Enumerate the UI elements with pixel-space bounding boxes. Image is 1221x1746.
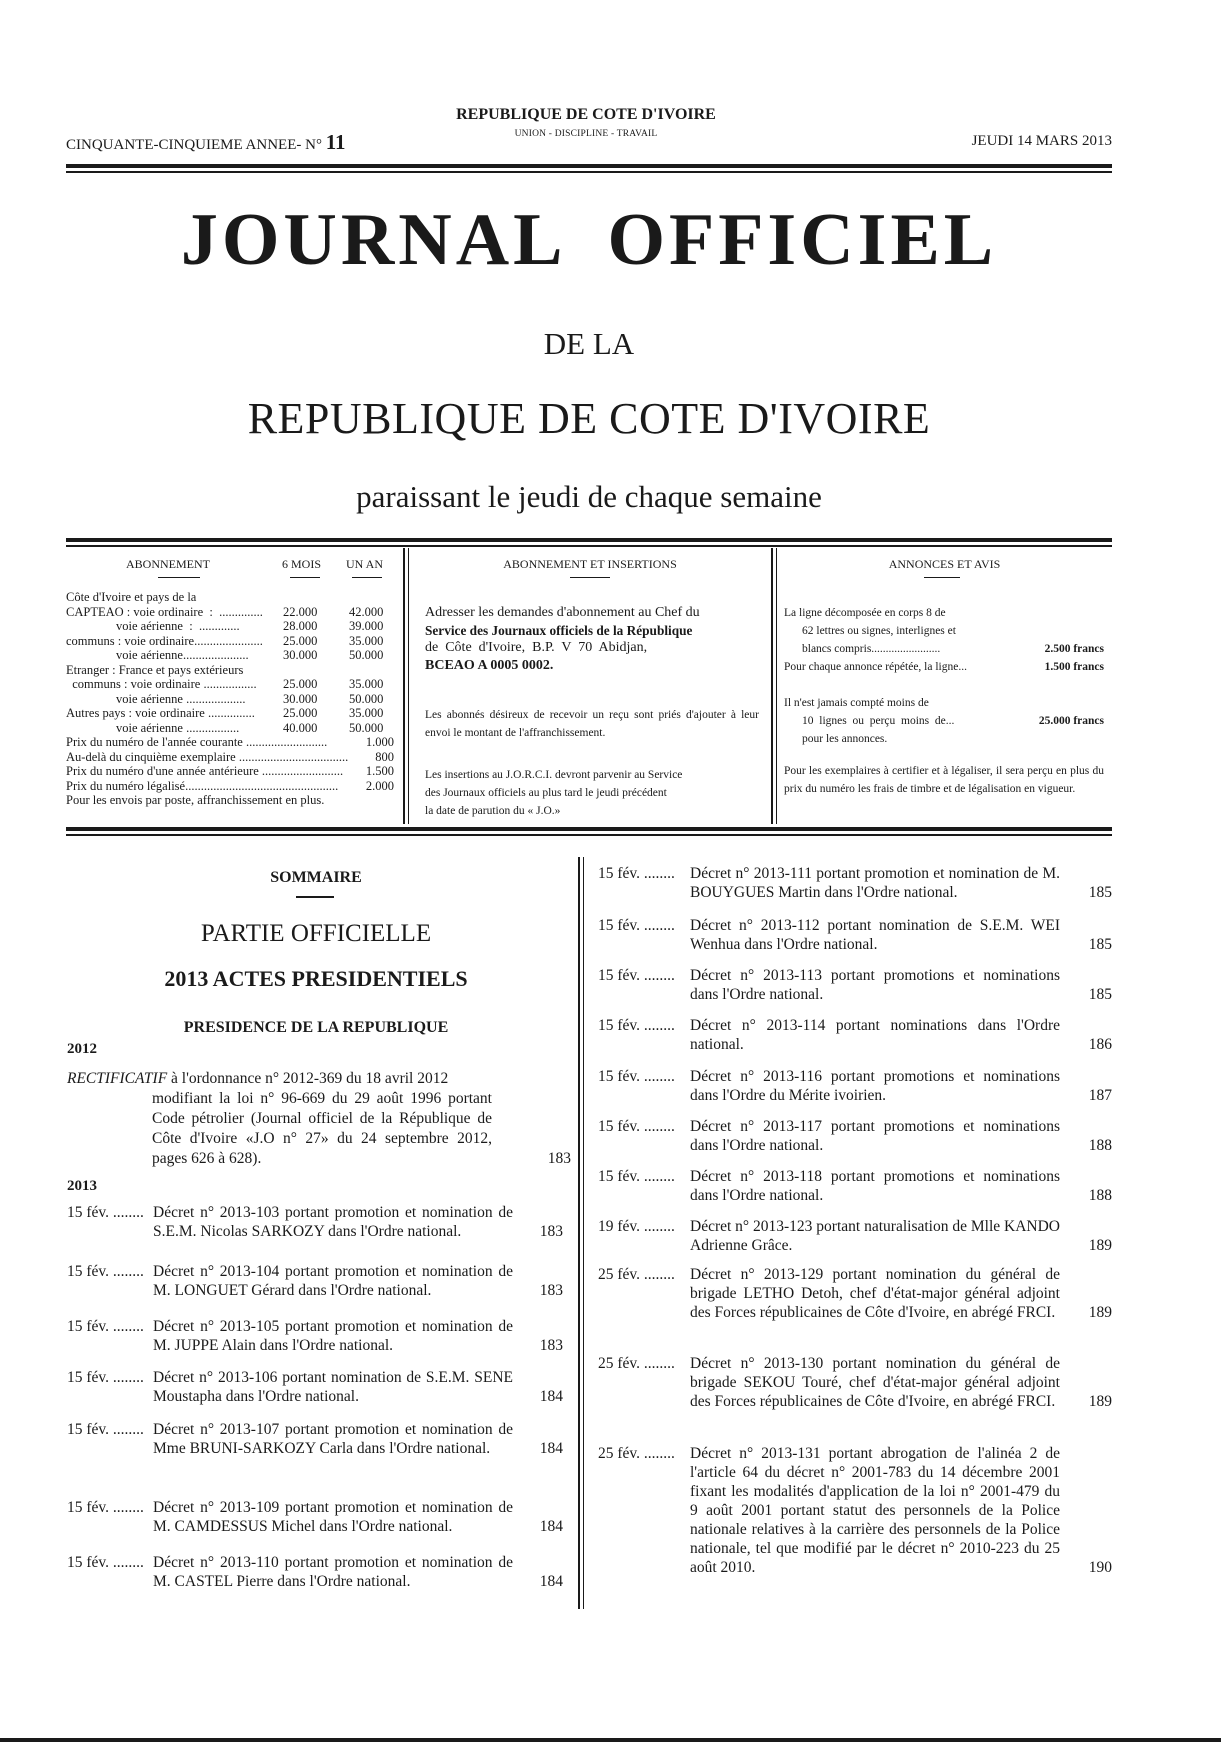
actes-presidentiels-heading: 2013 ACTES PRESIDENTIELS (164, 966, 468, 991)
ann-legalisation: Pour les exemplaires à certifier et à légaliser, il sera perçu en plus du prix du numéro les frais de timbre et de légalisation en vigueur. (784, 765, 1104, 795)
column-divider-1 (403, 548, 405, 824)
toc-page: 186 (1088, 1036, 1112, 1053)
price-label: Au-delà du cinquième exemplaire ................................... (66, 749, 349, 764)
toc-text: Décret n° 2013-123 portant naturalisation de Mlle KANDO Adrienne Grâce. (690, 1218, 1060, 1254)
price-value: 2.000 (365, 778, 394, 793)
toc-entry (598, 966, 1112, 1004)
toc-date: 15 fév. ........ (67, 1554, 144, 1571)
rate-6-months: 30.000 (283, 691, 318, 706)
rate-label: Etranger : France et pays extérieurs (66, 662, 244, 677)
toc-page: 183 (539, 1337, 563, 1354)
price-label: Prix du numéro légalisé................................................. (66, 778, 339, 793)
rate-label: voie aérienne ................... (66, 691, 246, 706)
insertions-header-underline (570, 577, 610, 578)
rate-row (66, 590, 396, 605)
price-row (66, 764, 396, 779)
rectificatif-entry (67, 1069, 571, 1169)
price-value: 1.500 (365, 764, 394, 778)
toc-text: Décret n° 2013-110 portant promotion et nomination de M. CASTEL Pierre dans l'Ordre national. (153, 1554, 513, 1590)
toc-date: 15 fév. ........ (598, 1068, 675, 1085)
rate-6-months: 28.000 (283, 619, 318, 633)
address-line-1: Adresser les demandes d'abonnement au Chef du (425, 605, 700, 620)
receipt-paragraph: Les abonnés désireux de recevoir un reçu sont priés d'ajouter à leur envoi le montant de l'affranchissement. (425, 709, 759, 739)
rectificatif-page: 183 (547, 1150, 571, 1167)
price-value: 1.000 (365, 735, 394, 749)
toc-entry (598, 1265, 1112, 1322)
toc-text: Décret n° 2013-116 portant promotions et nominations dans l'Ordre du Mérite ivoirien. (690, 1068, 1060, 1104)
year-2012: 2012 (67, 1041, 97, 1057)
toc-entry (598, 1354, 1112, 1411)
ann-line-6-row (784, 712, 1104, 730)
toc-date: 25 fév. ........ (598, 1445, 675, 1462)
toc-date: 15 fév. ........ (598, 1017, 675, 1034)
column-divider-2b (776, 548, 777, 824)
announcements-header: ANNONCES ET AVIS (888, 557, 1001, 571)
toc-page: 185 (1088, 884, 1112, 901)
insertions-line-1: Les insertions au J.O.R.C.I. devront parvenir au Service (425, 769, 683, 781)
rate-row (66, 619, 396, 634)
toc-page: 188 (1088, 1137, 1112, 1154)
issue-number-line (66, 130, 346, 155)
rate-one-year: 35.000 (349, 677, 384, 691)
address-paragraph (425, 604, 759, 674)
rate-row (66, 634, 396, 649)
rate-6-months: 25.000 (283, 706, 318, 720)
toc-entry (598, 1016, 1112, 1054)
toc-page: 185 (1088, 986, 1112, 1003)
toc-text: Décret n° 2013-114 portant nominations dans l'Ordre national. (690, 1017, 1060, 1053)
toc-date: 15 fév. ........ (598, 1118, 675, 1135)
rate-one-year: 39.000 (349, 619, 384, 633)
toc-date: 15 fév. ........ (598, 865, 675, 882)
ann-line-3-row (784, 640, 1104, 658)
toc-date: 19 fév. ........ (598, 1218, 675, 1235)
toc-date: 15 fév. ........ (67, 1263, 144, 1280)
price-label: Prix du numéro d'une année antérieure .......................... (66, 764, 344, 778)
motto: UNION - DISCIPLINE - TRAVAIL (514, 129, 658, 139)
ann-line-7: pour les annonces. (802, 733, 888, 745)
insertions-line-2: des Journaux officiels au plus tard le jeudi précédent (425, 787, 667, 799)
ann-line-4: Pour chaque annonce répétée, la ligne... (784, 661, 967, 673)
ann-price-repeat: 1.500 francs (1044, 661, 1104, 673)
toc-entry (598, 1067, 1112, 1105)
announcements-header-underline (924, 577, 960, 578)
rate-one-year: 35.000 (349, 633, 384, 648)
toc-entry (67, 1203, 563, 1241)
insertions-paragraph (425, 766, 759, 820)
insertions-line-3: la date de parution du « J.O.» (425, 805, 561, 817)
rate-row (66, 706, 396, 721)
ann-line-2: 62 lettres ou signes, interlignes et (802, 625, 956, 637)
rectificatif-body: modifiant la loi n° 96-669 du 29 août 1996 portant Code pétrolier (Journal officiel de la République de Côte d'Ivoire «J.O n° 27» du 24 septembre 2012, pages 626 à 628). (152, 1090, 492, 1167)
toc-date: 15 fév. ........ (598, 1168, 675, 1185)
toc-page: 189 (1088, 1393, 1112, 1410)
postage-note: Pour les envois par poste, affranchissement en plus. (66, 793, 325, 807)
toc-text: Décret n° 2013-109 portant promotion et nomination de M. CAMDESSUS Michel dans l'Ordre national. (153, 1499, 513, 1535)
toc-page: 189 (1088, 1304, 1112, 1321)
toc-text: Décret n° 2013-107 portant promotion et nomination de Mme BRUNI-SARKOZY Carla dans l'Ordre national. (153, 1421, 513, 1457)
rate-label: communs : voie ordinaire...................... (66, 633, 263, 648)
address-line-3: de Côte d'Ivoire, B.P. V 70 Abidjan, (425, 640, 648, 655)
rate-label: voie aérienne ................. (66, 720, 240, 735)
toc-entry (67, 1498, 563, 1536)
toc-entry (598, 1117, 1112, 1155)
toc-date: 15 fév. ........ (67, 1421, 144, 1438)
toc-text: Décret n° 2013-130 portant nomination du général de brigade SEKOU Touré, chef d'état-major général adjoint des Forces républicaines de Côte d'Ivoire, en abrégé FRCI. (690, 1355, 1060, 1410)
subscription-rule-top (66, 538, 1112, 542)
toc-page: 184 (539, 1388, 563, 1405)
toc-text: Décret n° 2013-111 portant promotion et nomination de M. BOUYGUES Martin dans l'Ordre national. (690, 865, 1060, 901)
column-divider-summary (578, 857, 580, 1609)
masthead-rule-top-thin (66, 171, 1112, 173)
toc-date: 25 fév. ........ (598, 1266, 675, 1283)
sommaire-heading: SOMMAIRE (270, 869, 362, 886)
toc-page: 184 (539, 1573, 563, 1590)
toc-date: 15 fév. ........ (67, 1204, 144, 1221)
subscription-rule-bottom (66, 827, 1112, 831)
rate-label: voie aérienne..................... (66, 648, 249, 662)
rate-one-year: 42.000 (349, 604, 384, 619)
rate-one-year: 50.000 (349, 691, 384, 706)
toc-page: 188 (1088, 1187, 1112, 1204)
announcements-body (784, 604, 1104, 798)
toc-entry (598, 1444, 1112, 1577)
toc-page: 183 (539, 1282, 563, 1299)
issue-number: 11 (325, 130, 346, 154)
rate-one-year: 35.000 (349, 706, 384, 720)
toc-date: 15 fév. ........ (598, 967, 675, 984)
price-row (66, 779, 396, 794)
rate-6-months: 30.000 (283, 648, 318, 662)
country-title: REPUBLIQUE DE COTE D'IVOIRE (247, 394, 931, 443)
rate-label: CAPTEAO : voie ordinaire : .............. (66, 604, 263, 619)
toc-page: 184 (539, 1518, 563, 1535)
issue-label: CINQUANTE-CINQUIEME ANNEE- N° (66, 137, 322, 153)
six-months-header: 6 MOIS (282, 557, 322, 571)
one-year-header: UN AN (346, 557, 384, 571)
price-row (66, 735, 396, 750)
price-row (66, 750, 396, 765)
toc-text: Décret n° 2013-131 portant abrogation de l'alinéa 2 de l'article 64 du décret n° 2001-783 du 14 décembre 2001 fixant les modalités d'application de la loi n° 2001-479 du 9 août 2001 portant statut des personnels de la Police nationale relatives à la carrière des personnels de la Police nationale, tel que modifié par le décret n° 2010-223 du 25 août 2010. (690, 1445, 1060, 1576)
insertions-header: ABONNEMENT ET INSERTIONS (503, 557, 677, 571)
rate-row (66, 663, 396, 678)
rate-label: voie aérienne : ............. (66, 619, 240, 633)
toc-entry (67, 1420, 563, 1458)
year-2013: 2013 (67, 1178, 97, 1194)
ann-price-line: 2.500 francs (1044, 643, 1104, 655)
toc-text: Décret n° 2013-106 portant nomination de S.E.M. SENE Moustapha dans l'Ordre national. (153, 1369, 513, 1405)
rate-6-months: 22.000 (283, 604, 318, 619)
toc-entry (598, 1217, 1112, 1255)
address-line-2: Service des Journaux officiels de la République (425, 622, 693, 638)
toc-entry (67, 1317, 563, 1355)
toc-date: 15 fév. ........ (67, 1318, 144, 1335)
toc-page: 183 (539, 1223, 563, 1240)
rate-row (66, 648, 396, 663)
toc-text: Décret n° 2013-104 portant promotion et nomination de M. LONGUET Gérard dans l'Ordre national. (153, 1263, 513, 1299)
toc-text: Décret n° 2013-113 portant promotions et nominations dans l'Ordre national. (690, 967, 1060, 1003)
issue-date: JEUDI 14 MARS 2013 (971, 133, 1112, 149)
toc-text: Décret n° 2013-105 portant promotion et nomination de M. JUPPE Alain dans l'Ordre national. (153, 1318, 513, 1354)
toc-page: 190 (1088, 1559, 1112, 1576)
ann-line-5: Il n'est jamais compté moins de (784, 697, 929, 709)
toc-page: 184 (539, 1440, 563, 1457)
rate-row (66, 677, 396, 692)
de-la: DE LA (543, 326, 635, 361)
sommaire-underline (296, 896, 334, 898)
masthead-rule-top (66, 164, 1112, 168)
rectificatif-label: RECTIFICATIF (67, 1070, 168, 1087)
rate-one-year: 50.000 (349, 720, 384, 735)
rate-row (66, 692, 396, 707)
toc-text: Décret n° 2013-129 portant nomination du général de brigade LETHO Detoh, chef d'état-major général adjoint des Forces républicaines de Côte d'Ivoire, en abrégé FRCI. (690, 1266, 1060, 1321)
rectificatif-line-1: à l'ordonnance n° 2012-369 du 18 avril 2012 (167, 1070, 449, 1087)
rate-label: Autres pays : voie ordinaire ............... (66, 706, 255, 720)
rate-6-months: 25.000 (283, 677, 318, 691)
subscription-rule-top-thin (66, 545, 1112, 547)
rates-table (66, 590, 396, 808)
rate-label: communs : voie ordinaire ................. (66, 677, 257, 691)
toc-text: Décret n° 2013-117 portant promotions et nominations dans l'Ordre national. (690, 1118, 1060, 1154)
frequency-line: paraissant le jeudi de chaque semaine (356, 479, 822, 514)
toc-entry (598, 864, 1112, 902)
rate-one-year: 50.000 (349, 648, 384, 662)
column-divider-summary-b (583, 857, 584, 1609)
subscription-rule-bottom-thin (66, 834, 1112, 836)
partie-officielle-heading: PARTIE OFFICIELLE (200, 920, 432, 947)
ann-line-4-row (784, 658, 1104, 676)
rate-6-months: 40.000 (283, 720, 318, 735)
rate-row (66, 721, 396, 736)
toc-date: 15 fév. ........ (67, 1499, 144, 1516)
toc-date: 15 fév. ........ (67, 1369, 144, 1386)
abonnement-header-underline (158, 577, 200, 578)
republic-header: REPUBLIQUE DE COTE D'IVOIRE (456, 106, 716, 123)
price-label: Prix du numéro de l'année courante .......................... (66, 735, 328, 749)
abonnement-header: ABONNEMENT (126, 557, 210, 571)
toc-page: 187 (1088, 1087, 1112, 1104)
toc-entry (67, 1262, 563, 1300)
toc-entry (67, 1553, 563, 1591)
toc-entry (598, 916, 1112, 954)
presidence-heading: PRESIDENCE DE LA REPUBLIQUE (183, 1019, 449, 1036)
ann-minimum-price: 25.000 francs (1038, 715, 1104, 727)
column-divider-2 (771, 548, 773, 824)
toc-text: Décret n° 2013-112 portant nomination de S.E.M. WEI Wenhua dans l'Ordre national. (690, 917, 1060, 953)
column-divider-1b (408, 548, 409, 824)
toc-text: Décret n° 2013-103 portant promotion et nomination de S.E.M. Nicolas SARKOZY dans l'Ordre national. (153, 1204, 513, 1240)
toc-date: 15 fév. ........ (598, 917, 675, 934)
six-months-underline (290, 577, 320, 578)
rate-label: Côte d'Ivoire et pays de la (66, 590, 197, 604)
toc-entry (598, 1167, 1112, 1205)
one-year-underline (352, 577, 382, 578)
toc-page: 189 (1088, 1237, 1112, 1254)
journal-title: JOURNAL OFFICIEL (180, 199, 998, 281)
address-line-4: BCEAO A 0005 0002. (425, 657, 554, 673)
toc-date: 25 fév. ........ (598, 1355, 675, 1372)
toc-entry (67, 1368, 563, 1406)
rate-row (66, 605, 396, 620)
toc-page: 185 (1088, 936, 1112, 953)
ann-line-1: La ligne décomposée en corps 8 de (784, 607, 946, 619)
ann-line-6: 10 lignes ou perçu moins de... (802, 715, 955, 727)
ann-line-3: blancs compris........................ (802, 643, 941, 655)
price-value: 800 (375, 749, 394, 764)
toc-text: Décret n° 2013-118 portant promotions et nominations dans l'Ordre national. (690, 1168, 1060, 1204)
rate-6-months: 25.000 (283, 633, 318, 648)
page-bottom-rule (0, 1738, 1221, 1742)
